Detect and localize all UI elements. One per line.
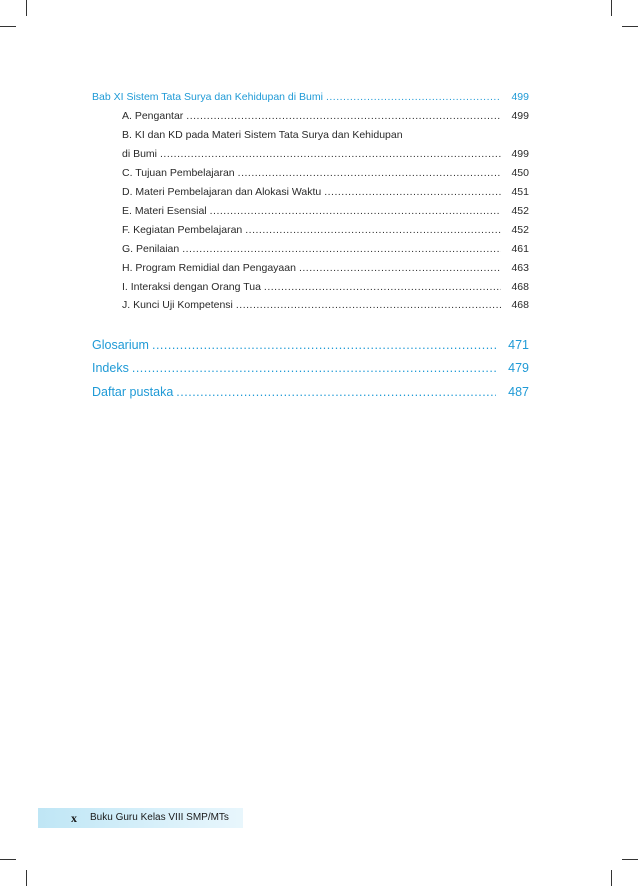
toc-item-page: 468 bbox=[511, 281, 529, 293]
toc-main-page: 487 bbox=[508, 385, 529, 399]
toc-glosarium[interactable] bbox=[92, 338, 529, 352]
toc-item-page: 450 bbox=[511, 167, 529, 179]
toc-item-label: D. Materi Pembelajaran dan Alokasi Waktu bbox=[122, 186, 322, 198]
toc-leader-dots bbox=[264, 281, 502, 293]
toc-item-page: 499 bbox=[511, 110, 529, 122]
toc-main-page: 479 bbox=[508, 361, 529, 375]
toc-item-b-line1[interactable]: B. KI dan KD pada Materi Sistem Tata Surya dan Kehidupan bbox=[122, 129, 403, 141]
toc-chapter-label: Bab XI Sistem Tata Surya dan Kehidupan di Bumi bbox=[92, 91, 323, 103]
toc-item-label: J. Kunci Uji Kompetensi bbox=[122, 299, 233, 311]
toc-daftar-pustaka[interactable] bbox=[92, 385, 529, 399]
toc-item-b[interactable] bbox=[122, 148, 529, 160]
toc-leader-dots bbox=[299, 262, 502, 274]
toc-item-j[interactable] bbox=[122, 299, 529, 311]
toc-item-c[interactable] bbox=[122, 167, 529, 179]
toc-chapter-entry[interactable] bbox=[92, 91, 529, 103]
toc-item-page: 499 bbox=[511, 148, 529, 160]
toc-leader-dots bbox=[326, 91, 502, 103]
footer-page-number: x bbox=[71, 811, 77, 825]
toc-item-e[interactable] bbox=[122, 205, 529, 217]
toc-chapter-page: 499 bbox=[511, 91, 529, 103]
toc-leader-dots bbox=[324, 186, 501, 198]
crop-mark-bottom-right-h bbox=[622, 859, 638, 860]
toc-item-g[interactable] bbox=[122, 243, 529, 255]
toc-item-page: 452 bbox=[511, 224, 529, 236]
crop-mark-top-right-v bbox=[611, 0, 612, 16]
toc-item-label: C. Tujuan Pembelajaran bbox=[122, 167, 235, 179]
crop-mark-top-left-h bbox=[0, 26, 16, 27]
toc-item-page: 461 bbox=[511, 243, 529, 255]
toc-leader-dots bbox=[236, 299, 502, 311]
toc-item-label: H. Program Remidial dan Pengayaan bbox=[122, 262, 296, 274]
toc-main-page: 471 bbox=[508, 338, 529, 352]
toc-leader-dots bbox=[245, 224, 501, 236]
toc-leader-dots bbox=[160, 148, 501, 160]
toc-item-f[interactable] bbox=[122, 224, 529, 236]
toc-item-label: E. Materi Esensial bbox=[122, 205, 207, 217]
crop-mark-bottom-right-v bbox=[611, 870, 612, 886]
toc-item-page: 452 bbox=[511, 205, 529, 217]
toc-leader-dots bbox=[182, 243, 501, 255]
crop-mark-top-left-v bbox=[26, 0, 27, 16]
toc-item-h[interactable] bbox=[122, 262, 529, 274]
toc-main-label: Daftar pustaka bbox=[92, 385, 174, 399]
toc-leader-dots bbox=[152, 338, 496, 352]
toc-indeks[interactable] bbox=[92, 361, 529, 375]
toc-item-page: 463 bbox=[511, 262, 529, 274]
toc-leader-dots bbox=[132, 361, 496, 375]
toc-main-label: Indeks bbox=[92, 361, 129, 375]
toc-item-label: A. Pengantar bbox=[122, 110, 184, 122]
toc-leader-dots bbox=[186, 110, 501, 122]
toc-item-i[interactable] bbox=[122, 281, 529, 293]
toc-item-page: 468 bbox=[511, 299, 529, 311]
toc-item-label: G. Penilaian bbox=[122, 243, 180, 255]
toc-leader-dots bbox=[176, 385, 496, 399]
crop-mark-bottom-left-v bbox=[26, 870, 27, 886]
toc-item-label: F. Kegiatan Pembelajaran bbox=[122, 224, 243, 236]
toc-item-d[interactable] bbox=[122, 186, 529, 198]
toc-item-label: di Bumi bbox=[122, 148, 158, 160]
toc-leader-dots bbox=[238, 167, 502, 179]
crop-mark-bottom-left-h bbox=[0, 859, 16, 860]
footer-book-title: Buku Guru Kelas VIII SMP/MTs bbox=[90, 812, 229, 823]
toc-item-a[interactable] bbox=[122, 110, 529, 122]
toc-item-page: 451 bbox=[511, 186, 529, 198]
toc-main-label: Glosarium bbox=[92, 338, 149, 352]
toc-leader-dots bbox=[210, 205, 502, 217]
toc-item-label: I. Interaksi dengan Orang Tua bbox=[122, 281, 261, 293]
crop-mark-top-right-h bbox=[622, 26, 638, 27]
